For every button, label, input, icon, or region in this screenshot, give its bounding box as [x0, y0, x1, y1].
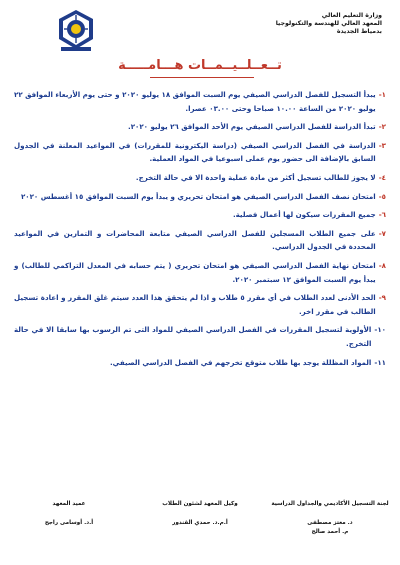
list-item — [14, 88, 386, 115]
item-number: ٧- — [378, 228, 386, 238]
signature-name: أ.م.د. حمدي القندور — [172, 520, 228, 526]
item-number: ١١- — [374, 357, 386, 367]
page-title: تــعــلــيــمــات هـــامـــــة — [118, 58, 282, 73]
signature-role: وكيل المعهد لشئون الطلاب — [162, 501, 238, 507]
item-text: الأولوية لتسجيل المقررات في الفصل الدراسي الصيفي للمواد التى تم الرسوب بها سابقا الا في حالة التخرج. — [14, 325, 372, 348]
list-item — [14, 259, 386, 286]
item-text: على جميع الطلاب المسجلين للفصل الدراسي الصيفي متابعة المحاضرات و التمارين في المواعيد المحددة في الجدول الدراسي. — [14, 228, 376, 252]
item-number: ٦- — [378, 210, 386, 220]
signatures-footer — [10, 500, 390, 550]
header-line-ministry: وزارة التعليم العالي — [321, 12, 382, 19]
item-number: ٩- — [378, 293, 386, 303]
signature-role: لجنة التسجيل الأكاديمي والجداول الدراسية — [271, 501, 389, 507]
item-text: المواد المظللة يوجد بها طلاب متوقع تخرجهم في الفصل الدراسي الصيفي. — [109, 357, 372, 367]
list-item — [14, 120, 386, 134]
item-text: الدراسة في الفصل الدراسي الصيفي (دراسة اليكترونية للمقررات) في المواعيد المعلنة في الجدول السابق بالإضافة الى حضور يوم عملى اسبوعيا في المواد العملية. — [14, 140, 376, 164]
item-text: جميع المقررات سيكون لها أعمال فصلية. — [232, 210, 376, 220]
item-text: الحد الأدنى لعدد الطلاب في أي مقرر ٥ طلاب و اذا لم يتحقق هذا العدد سيتم غلق المقرر و اعادة تسجيل الطالب في مقرر اخر. — [14, 293, 376, 316]
item-number: ٢- — [378, 122, 386, 132]
list-item — [14, 190, 386, 204]
item-text: امتحان نصف الفصل الدراسي الصيفي هو امتحان تحريري و يبدأ يوم السبت الموافق ١٥ أغسطس ٢٠٢٠ — [20, 191, 376, 201]
signature-role: عميد المعهد — [52, 501, 86, 507]
item-text: تبدأ الدراسة للفصل الدراسي الصيفي يوم الأحد الموافق ٢٦ يوليو ٢٠٢٠. — [127, 122, 376, 132]
list-item — [14, 227, 386, 254]
item-number: ٤- — [378, 172, 386, 182]
list-item — [14, 139, 386, 166]
title-underline — [150, 77, 254, 78]
list-item — [14, 291, 386, 318]
list-item — [14, 323, 386, 350]
signature-name: د. معتز مصطفى — [307, 520, 353, 526]
item-text: امتحان نهاية الفصل الدراسي الصيفي هو امتحان تحريري ( يتم حسابه في المعدل التراكمي للطالب) و يبدأ يوم السبت الموافق ١٢ سبتمبر ٢٠٢٠. — [14, 260, 376, 284]
signature-vice-dean — [140, 500, 260, 528]
list-item — [14, 171, 386, 185]
item-number: ١- — [378, 90, 386, 99]
list-item — [14, 356, 386, 370]
institution-header — [192, 12, 382, 36]
instructions-list — [14, 88, 386, 374]
header-line-city: بدمياط الجديدة — [336, 28, 382, 35]
item-number: ٣- — [378, 140, 386, 150]
signature-name-second: م. أحمد صالح — [311, 529, 349, 535]
list-item — [14, 208, 386, 222]
institute-logo — [56, 8, 96, 52]
item-number: ٨- — [378, 260, 386, 270]
header-line-institute: المعهد العالي للهندسة والتكنولوجيا — [275, 20, 382, 27]
item-text: يبدأ التسجيل للفصل الدراسي الصيفي يوم السبت الموافق ١٨ يوليو ٢٠٢٠ و حتى يوم الأربعاء الموافق ٢٢ يوليو ٢٠٢٠ من الساعة ١٠.٠٠ صباحا وحتى ٠٣.٠٠ عصرا. — [14, 90, 376, 113]
item-number: ١٠- — [374, 325, 386, 335]
signature-registration-committee — [270, 500, 390, 537]
signature-name: أ.د. أوسامى راجح — [44, 520, 94, 526]
item-text: لا يجوز للطالب تسجيل أكثر من مادة عملية واحدة الا في حالة التخرج. — [135, 172, 376, 182]
signature-dean — [10, 500, 128, 528]
item-number: ٥- — [378, 191, 386, 201]
